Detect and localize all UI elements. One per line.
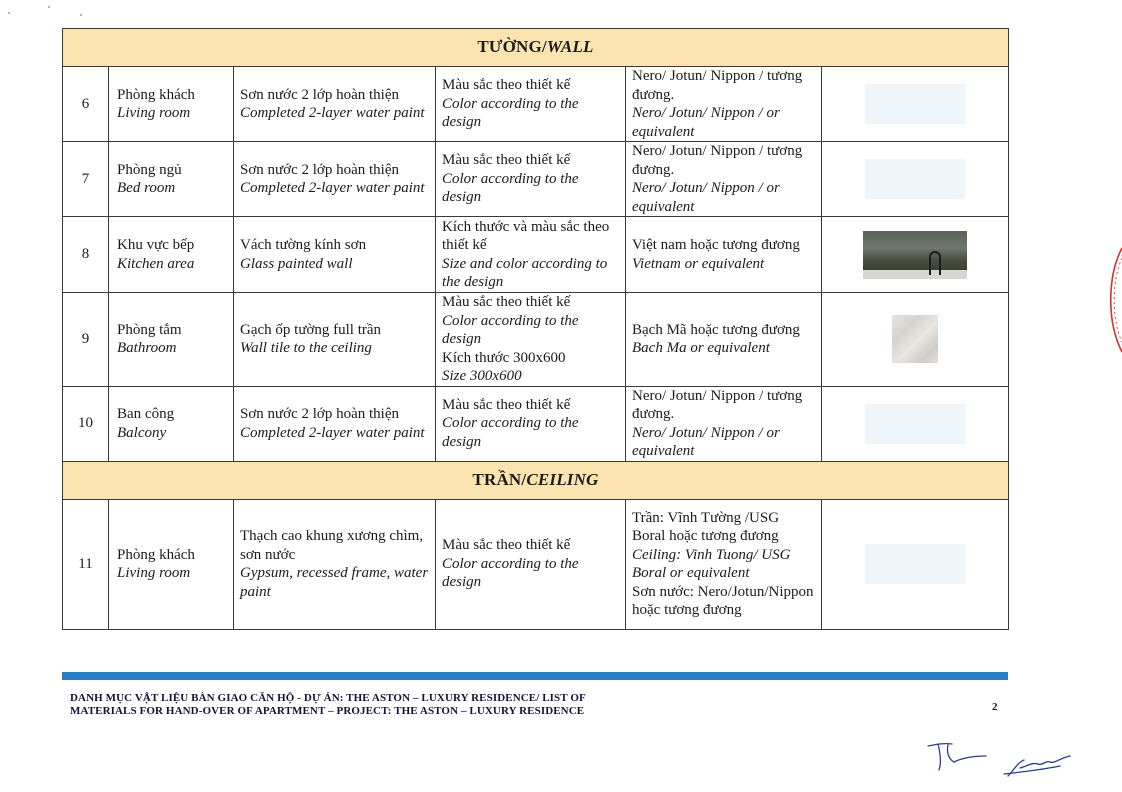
size-color-cell: [436, 499, 626, 629]
signature-1: [924, 740, 990, 774]
spec-vi: Sơn nước 2 lớp hoàn thiện: [240, 406, 399, 422]
footer-line-2: MATERIALS FOR HAND-OVER OF APARTMENT – PROJECT: THE ASTON – LUXURY RESIDENCE: [70, 705, 585, 717]
spec-en: Wall tile to the ceiling: [240, 340, 372, 357]
spec-cell: [234, 293, 436, 387]
spec-vi: Sơn nước 2 lớp hoàn thiện: [240, 86, 399, 103]
area-cell: [109, 499, 234, 629]
spec-en: Gypsum, recessed frame, water paint: [240, 565, 429, 600]
item-number: 7: [63, 142, 109, 217]
size-color-line: Color according to the design: [442, 312, 579, 347]
item-number: 10: [63, 386, 109, 461]
section-title: [63, 461, 1009, 499]
size-color-line: Size and color according to the design: [442, 255, 608, 290]
area-en: Living room: [117, 565, 191, 581]
table-row: [63, 142, 1009, 217]
brand-line: Nero/ Jotun/ Nippon / or equivalent: [632, 180, 780, 215]
size-color-cell: [436, 67, 626, 142]
section-title-en: WALL: [546, 37, 594, 57]
item-number: 6: [63, 67, 109, 142]
section-title-vi: TRẦN/: [472, 469, 527, 489]
spec-cell: [234, 142, 436, 217]
footer-line-1: DANH MỤC VẬT LIỆU BÀN GIAO CĂN HỘ - DỰ ÁN: THE ASTON – LUXURY RESIDENCE/ LIST OF: [70, 692, 586, 704]
section-header: [63, 29, 1009, 67]
spec-vi: Thạch cao khung xương chìm, sơn nước: [240, 528, 424, 563]
spec-vi: Vách tường kính sơn: [240, 237, 367, 253]
size-color-line: Màu sắc theo thiết kế: [442, 294, 571, 310]
brand-line: Nero/ Jotun/ Nippon / tương đương.: [632, 68, 803, 103]
area-vi: Ban công: [117, 406, 175, 422]
materials-table: [62, 28, 1009, 630]
item-number: 8: [63, 217, 109, 293]
table-row: [63, 293, 1009, 387]
brand-line: Vietnam or equivalent: [632, 255, 765, 272]
section-title-vi: TƯỜNG/: [477, 37, 547, 57]
brand-line: Nero/ Jotun/ Nippon / tương đương.: [632, 387, 803, 422]
size-color-line: Màu sắc theo thiết kế: [442, 537, 571, 554]
area-vi: Phòng ngủ: [117, 161, 182, 178]
area-en: Bed room: [117, 180, 176, 196]
faucet-icon: [929, 251, 941, 275]
area-vi: Phòng khách: [117, 546, 195, 563]
section-title: [63, 29, 1009, 67]
spec-vi: Gạch ốp tường full trần: [240, 321, 382, 338]
image-cell: [822, 217, 1009, 293]
brand-line: Sơn nước: Nero/Jotun/Nippon hoặc tương đương: [632, 583, 814, 618]
spec-en: Completed 2-layer water paint: [240, 180, 425, 196]
table-row: [63, 217, 1009, 293]
brand-line: Bạch Mã hoặc tương đương: [632, 321, 800, 338]
brand-cell: [626, 293, 822, 387]
spec-vi: Sơn nước 2 lớp hoàn thiện: [240, 161, 399, 178]
footer-bar: [62, 672, 1008, 680]
kitchen-glass-photo: [863, 231, 967, 279]
area-vi: Khu vực bếp: [117, 237, 195, 253]
size-color-line: Color according to the design: [442, 555, 579, 591]
table-row: [63, 499, 1009, 629]
brand-cell: [626, 386, 822, 461]
area-vi: Phòng tắm: [117, 321, 182, 338]
brand-cell: [626, 499, 822, 629]
brand-line: Nero/ Jotun/ Nippon / tương đương.: [632, 143, 803, 178]
size-color-line: Color according to the design: [442, 170, 579, 206]
spec-cell: [234, 499, 436, 629]
size-color-cell: [436, 142, 626, 217]
marble-tile-photo: [892, 315, 938, 363]
brand-cell: [626, 217, 822, 293]
brand-line: Nero/ Jotun/ Nippon / or equivalent: [632, 424, 780, 459]
spec-en: Completed 2-layer water paint: [240, 424, 425, 441]
image-cell: [822, 499, 1009, 629]
paint-swatch: [865, 544, 965, 584]
spec-en: Completed 2-layer water paint: [240, 105, 425, 121]
area-en: Living room: [117, 105, 191, 121]
size-color-line: Color according to the design: [442, 415, 579, 450]
brand-line: Trần: Vĩnh Tường /USG Boral hoặc tương đương: [632, 509, 780, 544]
brand-line: Bach Ma or equivalent: [632, 340, 770, 357]
item-number: 9: [63, 293, 109, 387]
spec-en: Glass painted wall: [240, 255, 353, 272]
image-cell: [822, 67, 1009, 142]
countertop: [863, 270, 967, 279]
brand-cell: [626, 67, 822, 142]
area-vi: Phòng khách: [117, 86, 195, 103]
table-row: [63, 67, 1009, 142]
brand-line: Ceiling: Vinh Tuong/ USG Boral or equivalent: [632, 546, 791, 581]
paint-swatch: [865, 84, 965, 124]
area-cell: [109, 67, 234, 142]
area-en: Balcony: [117, 424, 167, 441]
image-cell: [822, 386, 1009, 461]
size-color-line: Màu sắc theo thiết kế: [442, 152, 571, 169]
brand-line: Nero/ Jotun/ Nippon / or equivalent: [632, 105, 780, 140]
size-color-line: Color according to the design: [442, 95, 579, 131]
image-cell: [822, 142, 1009, 217]
area-en: Bathroom: [117, 340, 177, 357]
size-color-line: Kích thước và màu sắc theo thiết kế: [442, 218, 610, 253]
page-number: 2: [992, 701, 998, 713]
spec-cell: [234, 386, 436, 461]
size-color-line: Màu sắc theo thiết kế: [442, 77, 571, 94]
spec-cell: [234, 217, 436, 293]
image-cell: [822, 293, 1009, 387]
footer-title: [70, 692, 710, 718]
size-color-line: Kích thước 300x600: [442, 349, 566, 366]
size-color-cell: [436, 386, 626, 461]
size-color-line: Size 300x600: [442, 368, 522, 384]
paint-swatch: [865, 159, 965, 199]
table-row: [63, 386, 1009, 461]
size-color-line: Màu sắc theo thiết kế: [442, 396, 571, 413]
item-number: 11: [63, 499, 109, 629]
area-cell: [109, 217, 234, 293]
spec-cell: [234, 67, 436, 142]
area-cell: [109, 142, 234, 217]
brand-line: Việt nam hoặc tương đương: [632, 237, 800, 253]
signature-2: [1000, 748, 1074, 780]
section-title-en: CEILING: [526, 469, 599, 489]
red-stamp-fragment: [1102, 240, 1122, 360]
section-header: [63, 461, 1009, 499]
size-color-cell: [436, 217, 626, 293]
area-cell: [109, 386, 234, 461]
size-color-cell: [436, 293, 626, 387]
area-cell: [109, 293, 234, 387]
area-en: Kitchen area: [117, 255, 195, 272]
brand-cell: [626, 142, 822, 217]
paint-swatch: [865, 404, 965, 444]
